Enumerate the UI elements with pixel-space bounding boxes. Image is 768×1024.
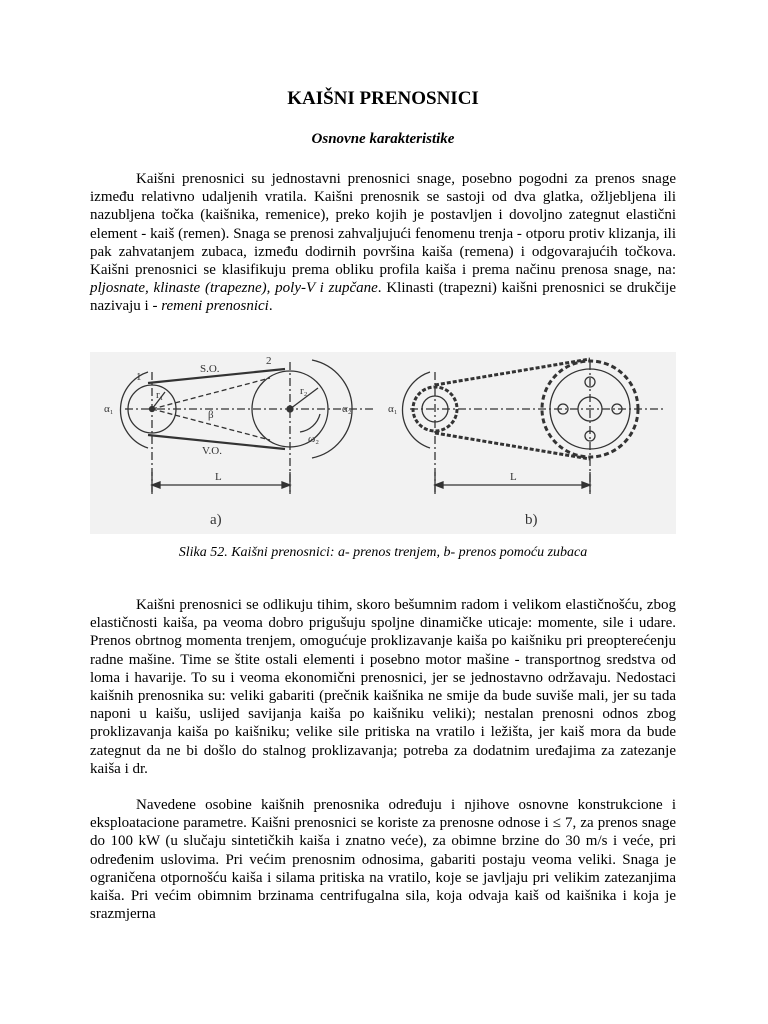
label-pulley-1: 1 xyxy=(136,371,142,383)
page-title: KAIŠNI PRENOSNICI xyxy=(287,88,479,109)
label-l-a: L xyxy=(215,471,222,483)
figure-caption: Slika 52. Kaišni prenosnici: a- prenos trenjem, b- prenos pomoću zubaca xyxy=(178,545,588,560)
label-so: S.O. xyxy=(200,363,220,375)
label-alpha2: α₂ xyxy=(342,403,352,415)
label-pulley-2: 2 xyxy=(266,355,272,367)
label-r1: r₁ xyxy=(156,389,164,401)
label-alpha1-a: α₁ xyxy=(104,403,114,415)
paragraph-parameters: Navedene osobine kaišnih prenosnika određuju i njihove osnovne konstrukcione i eksploatacione parametre. Kaišni prenosnici se koriste za prenosne odnose i ≤ 7, za prenos snage do 100 kW (u slučaju sintetičkih kaiša i znatno veće), za obimne brzine do 30 m/s i veće, pri određenim uslovima. Pri većim prenosnim odnosima, gabariti postaju veoma veliki. Snaga je ograničena otpornošću kaiša i silama pritiska na vratilo, koje se javljaju pri velikim zatezanjima kaiša. Pri većim obimnim brzinama centrifugalna sila, koja odvaja kaiš od kaišnika i koja je srazmjerna xyxy=(90,797,676,923)
label-alpha1-b: α₁ xyxy=(388,403,398,415)
paragraph-intro xyxy=(90,170,676,316)
label-l-b: L xyxy=(510,471,517,483)
section-subtitle: Osnovne karakteristike xyxy=(311,131,455,147)
para1-text-a: Kaišni prenosnici su jednostavni prenosnici snage, posebno pogodni za prenos snage između relativno udaljenih vratila. Kaišni prenosnik se sastoji od dva glatka, ožljebljena ili nazubljena točka (kaišnika, remenice), preko kojih je postavljen i dovoljno zategnut elastični element - kaiš (remen). Snaga se prenosi zahvaljujući fenomenu trenja - otporu protiv klizanja, ili pak zahvatanjem zubaca, između dodirnih površina kaiša (remena) i odgovarajućih točkova. Kaišni prenosnici se klasifikuju prema obliku profila kaiša i prema načinu prenosa snage, na: xyxy=(90,171,676,279)
para1-text-b: . Klinasti (trapezni) kaišni prenosnici se drukčije nazivaju i - xyxy=(90,280,676,315)
label-beta: β xyxy=(208,409,214,421)
label-omega2: ω₂ xyxy=(308,433,320,445)
paragraph-properties: Kaišni prenosnici se odlikuju tihim, skoro bešumnim radom i velikom elastičnošću, zbog elastičnosti kaiša, pa veoma dobro prigušuju spoljne dinamičke uticaje: momente, sile i udare. Prenos obrtnog momenta trenjem, omogućuje proklizavanje kaiša po kaišniku pri preopterećenju radne mašine. Time se štite ostali elementi i posebno motor mašine - transportnog sredstva od loma i havarije. To su i veoma ekonomični prenosnici, jer se jednostavno održavaju. Nedostaci kaišnih prenosnika su: veliki gabariti (prečnik kaišnika ne smije da bude suviše mali, jer su tada naponi u kaišu, uslijed savijanja kaiša po kaišniku veliki); nestalan prenosni odnos zbog proklizavanja kaiša po kaišniku; velike sile pritiska na vratilo i ležišta, jer kaiš mora da bude zategnut da ne bi došlo do stalnog proklizavanja; potreba za dodatnim uređajima za zatezanje kaiša i dr. xyxy=(90,597,676,777)
para1-belt-types: pljosnate, klinaste (trapezne), poly-V i zupčane xyxy=(90,280,378,297)
belt-drive-figure xyxy=(90,352,676,534)
figure-label-b: b) xyxy=(525,512,538,528)
label-r2: r₂ xyxy=(300,385,308,397)
para1-alt-name: remeni prenosnici xyxy=(161,298,269,315)
figure-label-a: a) xyxy=(210,512,222,528)
label-vo: V.O. xyxy=(202,445,222,457)
para1-text-c: . xyxy=(268,298,273,315)
